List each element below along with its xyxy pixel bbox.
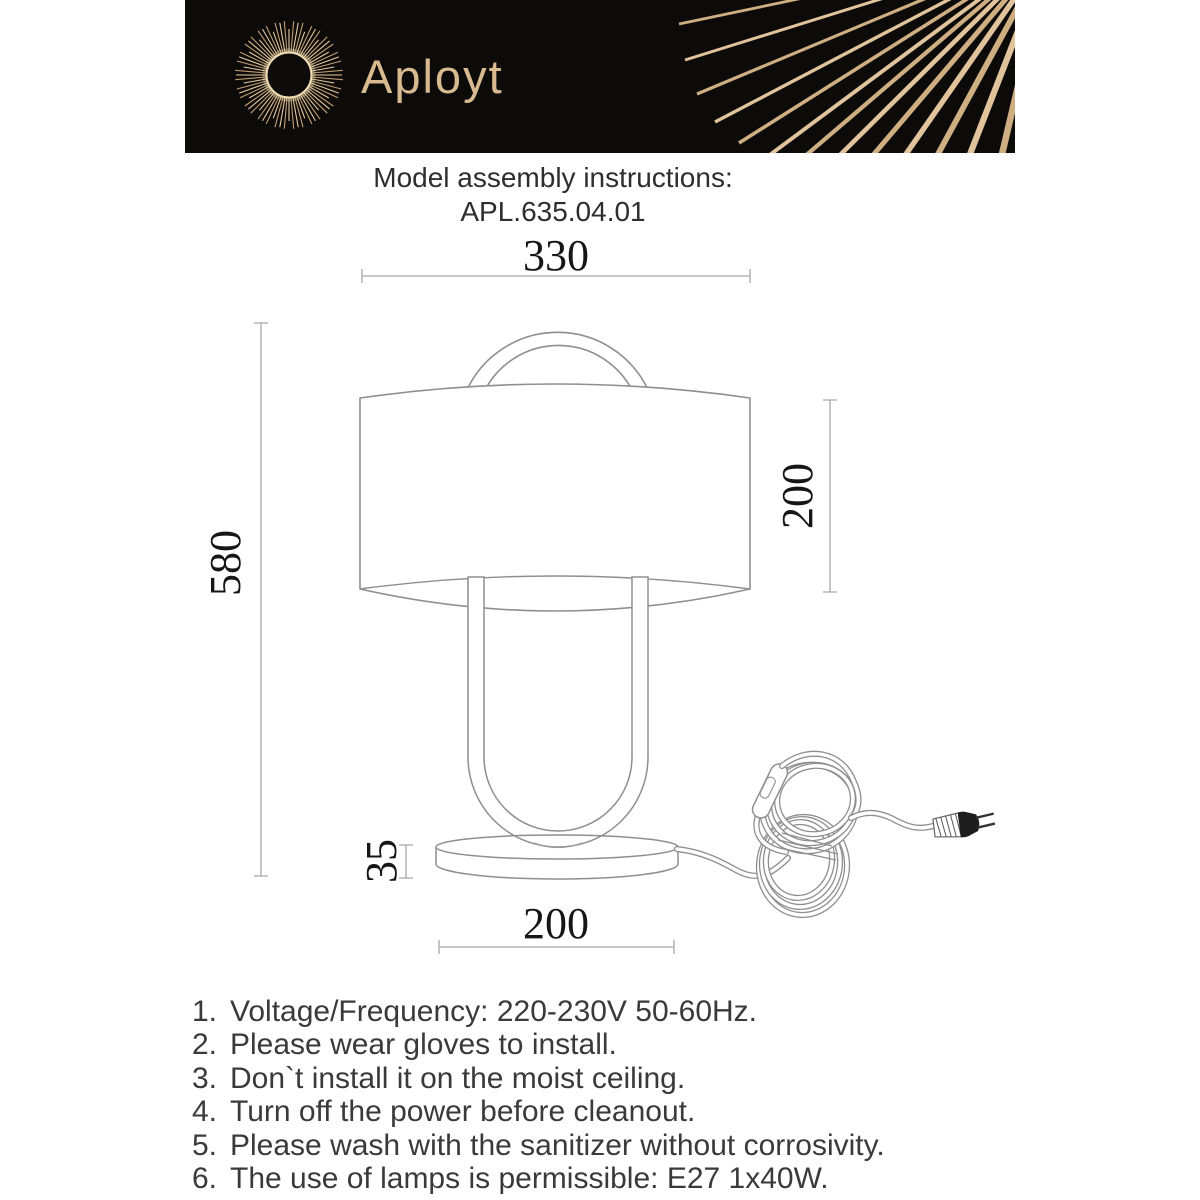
lamp-shade (360, 384, 750, 611)
item-number: 2. (192, 1028, 218, 1062)
power-plug (932, 808, 996, 840)
dim-label-shade-height: 200 (773, 463, 822, 529)
dim-label-shade-width: 330 (523, 235, 589, 280)
brand-name: Aployt (361, 50, 504, 103)
item-number: 6. (192, 1162, 218, 1196)
banner-decorations (185, 0, 1015, 153)
list-item (192, 1129, 1042, 1162)
page-title: Model assembly instructions: (373, 162, 733, 193)
inline-switch (750, 761, 791, 821)
brand-banner (185, 0, 1015, 153)
dim-label-total-height: 580 (201, 530, 250, 596)
list-item (192, 1095, 1042, 1128)
u-frame (468, 577, 648, 847)
item-text: Voltage/Frequency: 220-230V 50-60Hz. (230, 995, 758, 1028)
title-block (153, 161, 953, 229)
item-number: 5. (192, 1128, 218, 1162)
item-number: 4. (192, 1095, 218, 1129)
item-text: Don`t install it on the moist ceiling. (230, 1061, 686, 1095)
item-text: Please wash with the sanitizer without corrosivity. (230, 1128, 885, 1162)
dim-label-base-width: 200 (523, 899, 589, 948)
item-text: The use of lamps is permissible: E27 1x40W. (230, 1162, 829, 1196)
corner-rays-decoration (679, 0, 1015, 153)
dim-line-total-height (254, 323, 268, 876)
item-number: 1. (192, 995, 218, 1028)
list-item (192, 1062, 1042, 1095)
list-item (192, 995, 1042, 1028)
dim-line-shade-height (823, 400, 837, 592)
item-text: Please wear gloves to install. (230, 1028, 617, 1062)
power-cord (677, 849, 788, 876)
instructions-list (192, 995, 1042, 1195)
list-item (192, 1162, 1042, 1195)
model-code: APL.635.04.01 (460, 196, 646, 227)
lamp-technical-drawing (180, 235, 1020, 995)
list-item (192, 1028, 1042, 1061)
item-number: 3. (192, 1061, 218, 1095)
item-text: Turn off the power before cleanout. (230, 1095, 696, 1129)
dim-label-base-height: 35 (357, 839, 406, 883)
